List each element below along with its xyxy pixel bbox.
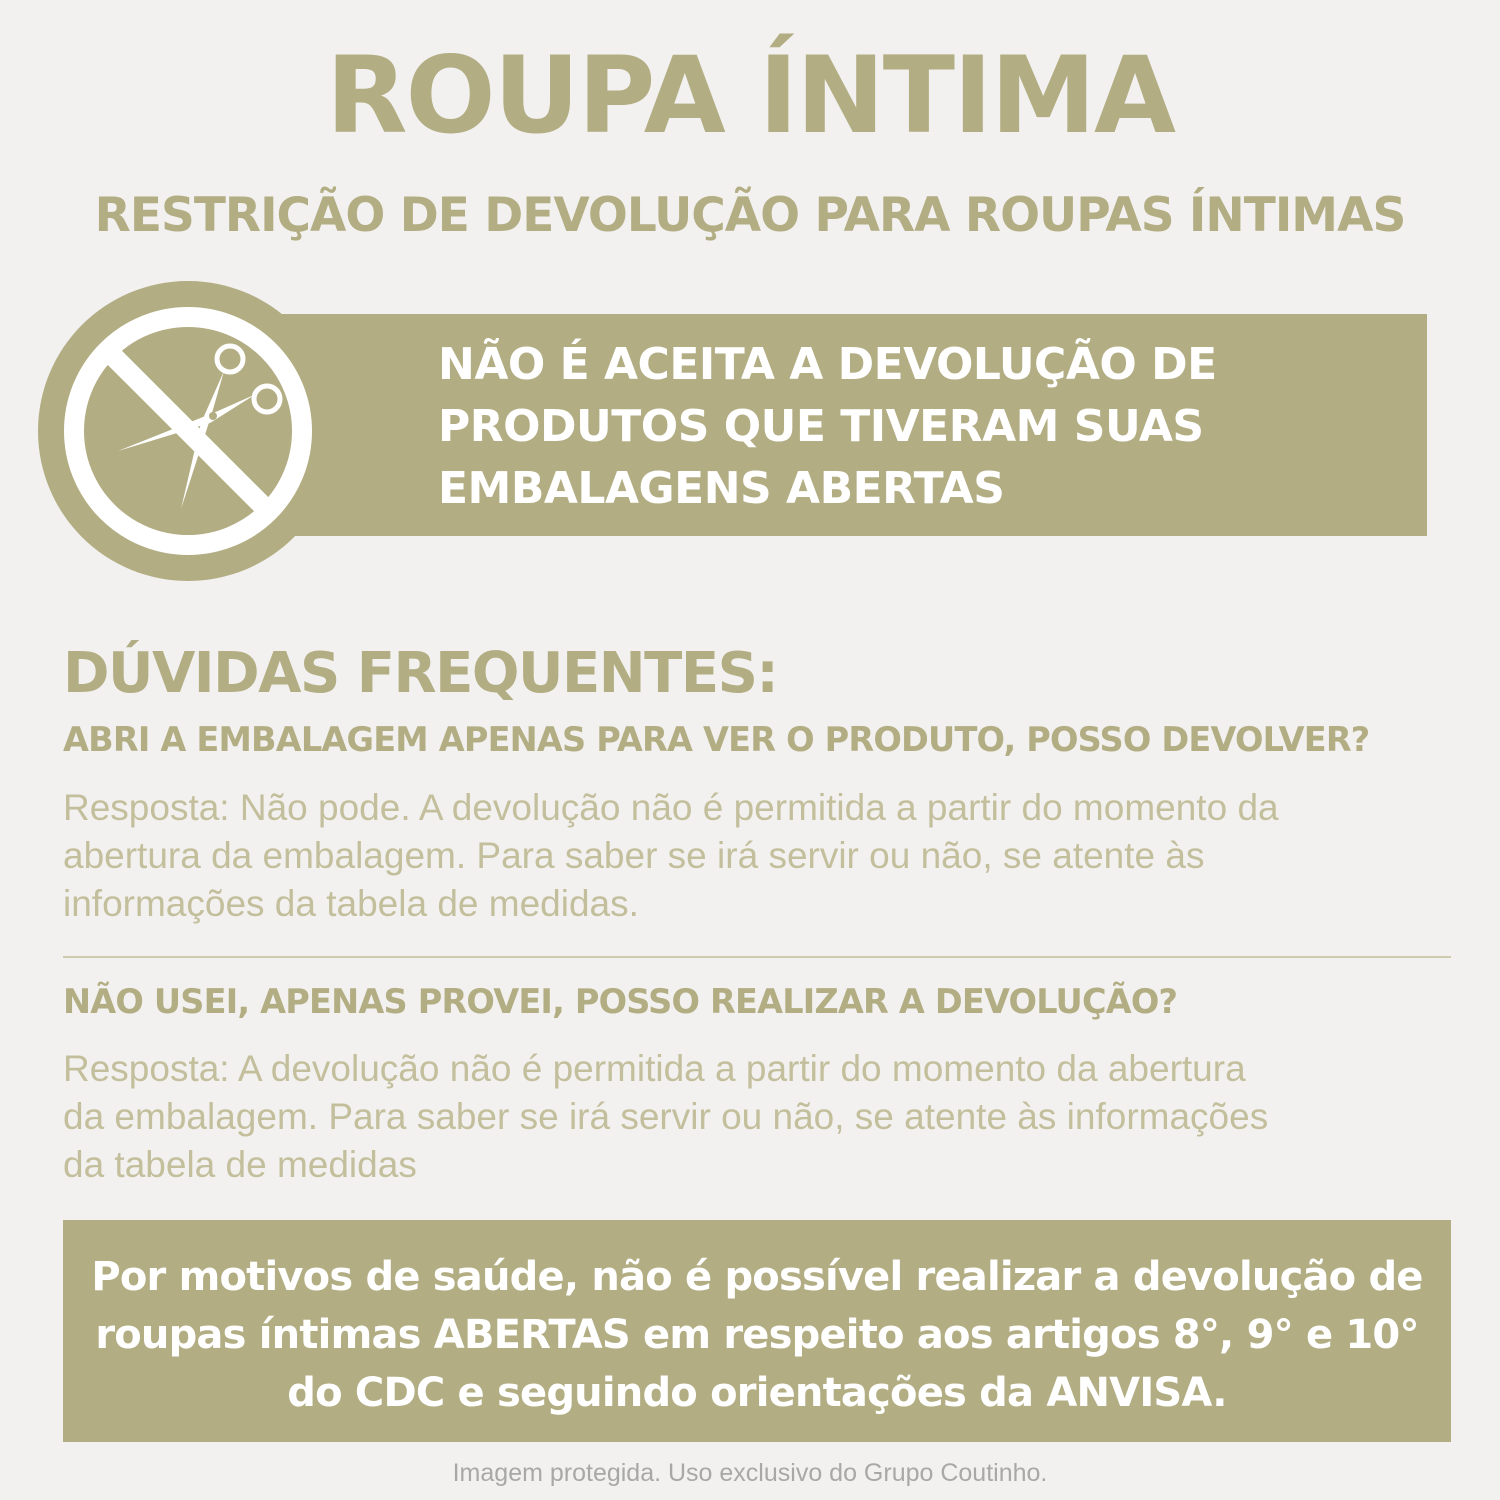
health-notice-line: roupas íntimas ABERTAS em respeito aos artigos 8°, 9° e 10° xyxy=(95,1312,1419,1358)
restriction-line: NÃO É ACEITA A DEVOLUÇÃO DE xyxy=(438,339,1217,390)
health-notice-line: do CDC e seguindo orientações da ANVISA. xyxy=(287,1370,1227,1416)
restriction-line: EMBALAGENS ABERTAS xyxy=(438,463,1005,514)
watermark-text: Imagem protegida. Uso exclusivo do Grupo Coutinho. xyxy=(452,1459,1048,1487)
faq-answer-line: Resposta: A devolução não é permitida a partir do momento da abertura xyxy=(63,1048,1246,1089)
no-scissors-icon xyxy=(38,281,338,581)
restriction-line: PRODUTOS QUE TIVERAM SUAS xyxy=(438,401,1204,452)
faq-question: NÃO USEI, APENAS PROVEI, POSSO REALIZAR A DEVOLUÇÃO? xyxy=(63,982,1178,1021)
health-notice-line: Por motivos de saúde, não é possível realizar a devolução de xyxy=(91,1254,1423,1300)
faq-answer-line: Resposta: Não pode. A devolução não é permitida a partir do momento da xyxy=(63,787,1279,828)
page-title: ROUPA ÍNTIMA xyxy=(325,34,1175,157)
faq-answer xyxy=(63,1045,1463,1189)
page-subtitle: RESTRIÇÃO DE DEVOLUÇÃO PARA ROUPAS ÍNTIMAS xyxy=(94,188,1406,243)
faq-answer-line: da embalagem. Para saber se irá servir ou não, se atente às informações xyxy=(63,1096,1269,1137)
health-notice xyxy=(63,1248,1451,1422)
faq-answer-line: abertura da embalagem. Para saber se irá servir ou não, se atente às xyxy=(63,835,1205,876)
faq-divider xyxy=(63,956,1451,958)
faq-answer-line: informações da tabela de medidas. xyxy=(63,883,639,924)
faq-question: ABRI A EMBALAGEM APENAS PARA VER O PRODUTO, POSSO DEVOLVER? xyxy=(63,720,1370,759)
faq-answer-line: da tabela de medidas xyxy=(63,1144,417,1185)
faq-answer xyxy=(63,784,1463,928)
faq-heading: DÚVIDAS FREQUENTES: xyxy=(63,641,778,706)
restriction-message xyxy=(438,334,1418,520)
